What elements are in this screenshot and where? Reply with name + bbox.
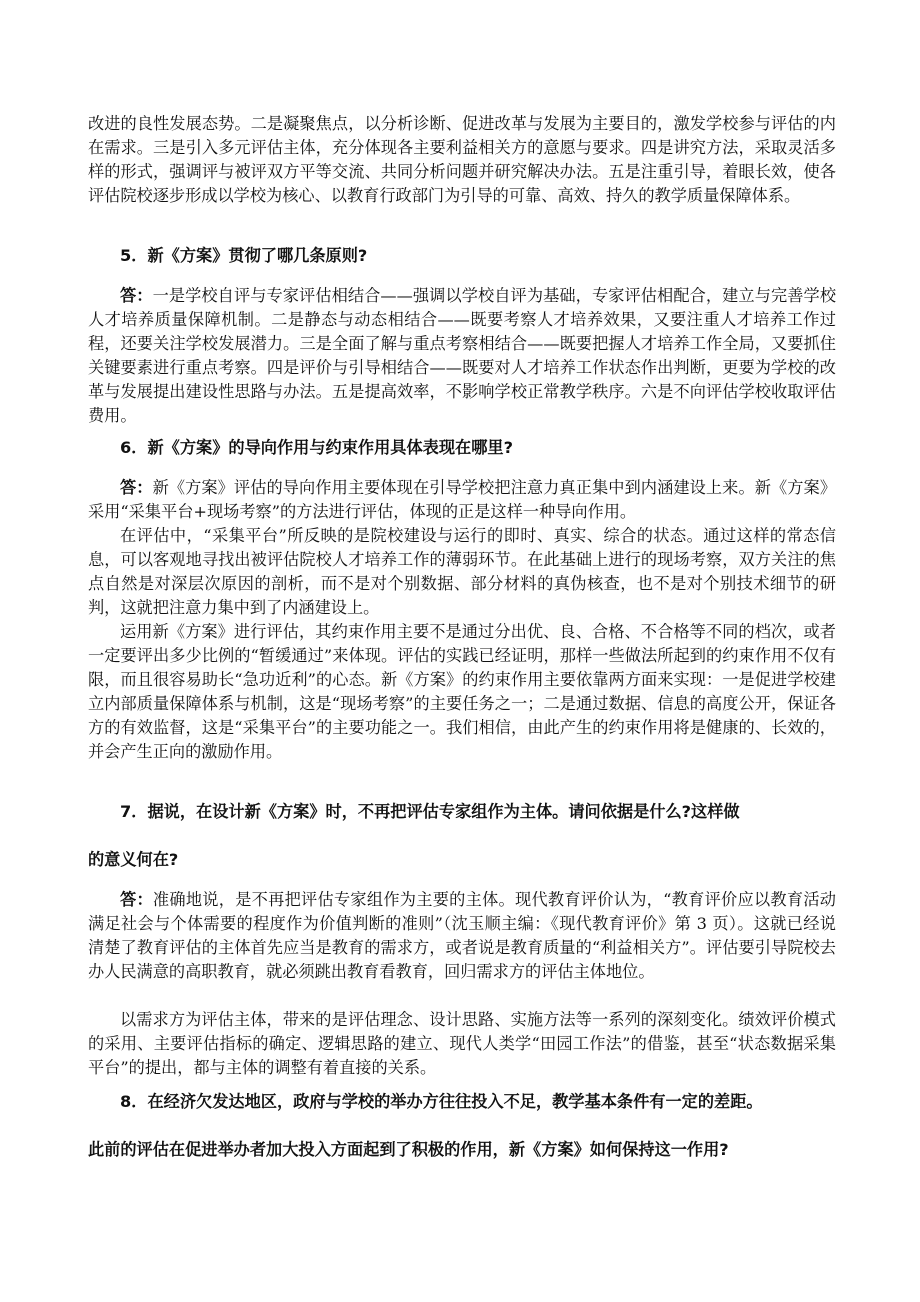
question-8-heading-line-2: 此前的评估在促进举办者加大投入方面起到了积极的作用，新《方案》如何保持这一作用? — [88, 1140, 729, 1159]
answer-text: 一是学校自评与专家评估相结合——强调以学校自评为基础，专家评估相配合，建立与完善学校人才培养质量保障机制。二是静态与动态相结合——既要考察人才培养效果，又要注重人才培养工作过程，还要关注学校发展潜力。三是全面了解与重点考察相结合——既要把握人才培养工作全局，又要抓住关键要素进行重点考察。四是评价与引导相结合——既要对人才培养工作状态作出判断，更要为学校的改革与发展提出建设性思路与办法。五是提高效率，不影响学校正常教学秩序。六是不向评估学校收取评估费用。 — [88, 286, 837, 425]
question-6-paragraph-2: 在评估中，“采集平台”所反映的是院校建设与运行的即时、真实、综合的状态。通过这样的常态信息，可以客观地寻找出被评估院校人才培养工作的薄弱环节。在此基础上进行的现场考察，双方关注的焦点自然是对深层次原因的剖析，而不是对个别数据、部分材料的真伪核查，也不是对个别技术细节的研判，这就把注意力集中到了内涵建设上。 — [88, 526, 836, 617]
answer-text: 准确地说，是不再把评估专家组作为主要的主体。现代教育评价认为，“教育评价应以教育活动满足社会与个体需要的程度作为价值判断的准则”（沈玉顺主编：《现代教育评价》第 3 页）。这就已经说清楚了教育评估的主体首先应当是教育的需求方，或者说是教育质量的“利益相关方”。评估要引导院校去办人民满意的高职教育，就必须跳出教育看教育，回归需求方的评估主体地位。 — [88, 890, 836, 981]
question-7-paragraph-2: 以需求方为评估主体，带来的是评估理念、设计思路、实施方法等一系列的深刻变化。绩效评价模式的采用、主要评估指标的确定、逻辑思路的建立、现代人类学“田园工作法”的借鉴，甚至“状态数据采集平台”的提出，都与主体的调整有着直接的关系。 — [88, 1010, 836, 1077]
answer-label: 答： — [120, 478, 153, 497]
question-5-heading: 5．新《方案》贯彻了哪几条原则? — [120, 246, 368, 265]
answer-label: 答： — [120, 890, 153, 909]
question-7-heading-line-2: 的意义何在? — [88, 850, 179, 869]
question-5-answer — [88, 284, 836, 428]
intro-paragraph: 改进的良性发展态势。二是凝聚焦点，以分析诊断、促进改革与发展为主要目的，激发学校参与评估的内在需求。三是引入多元评估主体，充分体现各主要利益相关方的意愿与要求。四是讲究方法，采取灵活多样的形式，强调评与被评双方平等交流、共同分析问题并研究解决办法。五是注重引导，着眼长效，使各评估院校逐步形成以学校为核心、以教育行政部门为引导的可靠、高效、持久的教学质量保障体系。 — [88, 114, 836, 205]
question-7-answer — [88, 888, 836, 984]
question-6-paragraph-3: 运用新《方案》进行评估，其约束作用主要不是通过分出优、良、合格、不合格等不同的档次，或者一定要评出多少比例的“暂缓通过”来体现。评估的实践已经证明，那样一些做法所起到的约束作用不仅有限，而且很容易助长“急功近利”的心态。新《方案》的约束作用主要依靠两方面来实现：一是促进学校建立内部质量保障体系与机制，这是“现场考察”的主要任务之一；二是通过数据、信息的高度公开，保证各方的有效监督，这是“采集平台”的主要功能之一。我们相信，由此产生的约束作用将是健康的、长效的，并会产生正向的激励作用。 — [88, 622, 836, 761]
question-8-heading-line-1: 8．在经济欠发达地区，政府与学校的举办方往往投入不足，教学基本条件有一定的差距。 — [120, 1092, 763, 1111]
question-6-answer — [88, 476, 836, 524]
answer-label: 答： — [120, 286, 153, 305]
answer-text: 新《方案》评估的导向作用主要体现在引导学校把注意力真正集中到内涵建设上来。新《方案》采用“采集平台+现场考察”的方法进行评估，体现的正是这样一种导向作用。 — [88, 478, 837, 521]
question-7-heading-line-1: 7．据说，在设计新《方案》时，不再把评估专家组作为主体。请问依据是什么?这样做 — [120, 802, 740, 821]
question-6-heading: 6．新《方案》的导向作用与约束作用具体表现在哪里? — [120, 438, 513, 457]
